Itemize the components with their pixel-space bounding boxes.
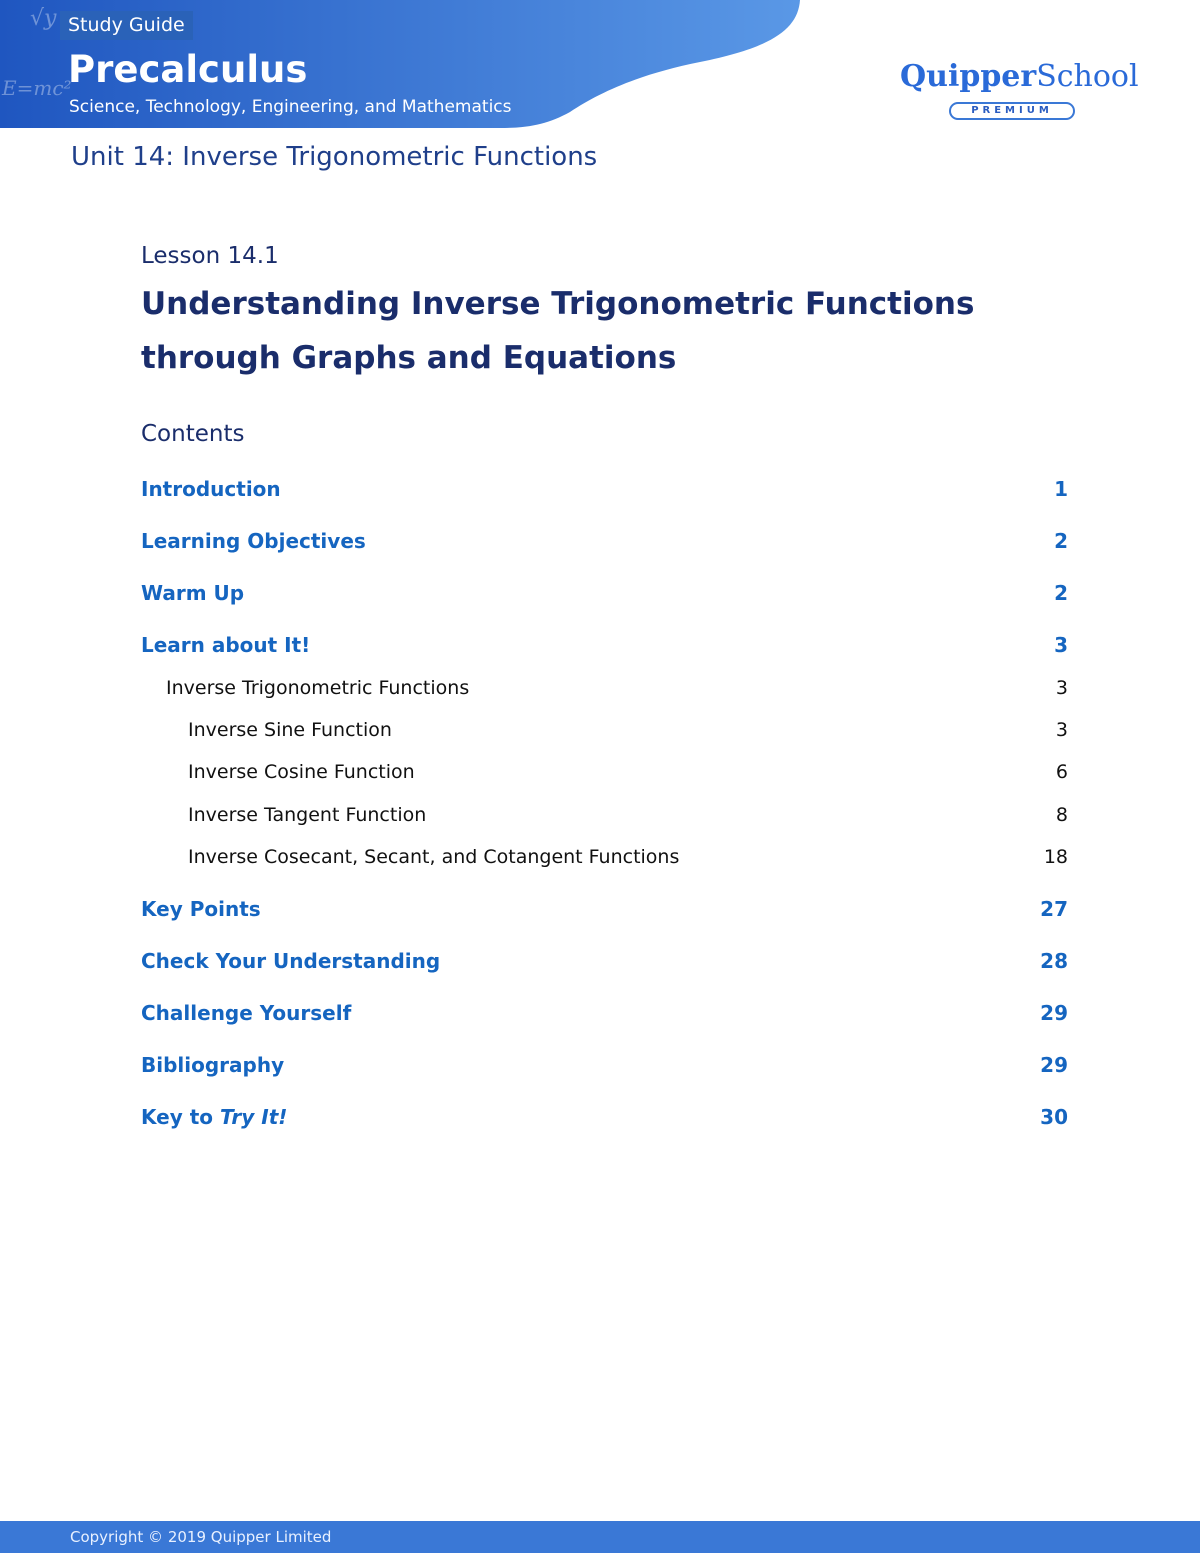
- toc-subitem[interactable]: [141, 673, 1068, 703]
- toc-item-label-emphasis: Try It!: [219, 1105, 288, 1129]
- toc-item-label[interactable]: Introduction: [141, 477, 281, 501]
- lesson-title: [141, 277, 1041, 385]
- toc-item-label[interactable]: Inverse Sine Function: [188, 719, 392, 741]
- toc-item-label[interactable]: Inverse Tangent Function: [188, 804, 427, 826]
- formula-decoration-icon: E=mc²: [2, 76, 72, 100]
- toc-item[interactable]: [141, 1050, 1068, 1080]
- quipper-school-logo: [900, 58, 1139, 124]
- contents-heading: Contents: [141, 421, 245, 447]
- toc-subitem[interactable]: [141, 757, 1068, 787]
- unit-title: Unit 14: Inverse Trigonometric Functions: [71, 142, 598, 172]
- toc-item-label[interactable]: Key Points: [141, 897, 261, 921]
- premium-badge: PREMIUM: [949, 102, 1075, 120]
- toc-item-label-prefix: Key to: [141, 1105, 220, 1129]
- toc-item-page: 2: [1054, 529, 1068, 553]
- toc-subitem[interactable]: [141, 715, 1068, 745]
- toc-item-page: 27: [1040, 897, 1068, 921]
- copyright-text: Copyright © 2019 Quipper Limited: [70, 1528, 332, 1546]
- toc-subitem[interactable]: [141, 800, 1068, 830]
- toc-item-page: 18: [1043, 846, 1068, 868]
- toc-item-label[interactable]: Learning Objectives: [141, 529, 366, 553]
- lesson-title-line-1: Understanding Inverse Trigonometric Functions: [141, 286, 975, 322]
- toc-item-label[interactable]: Inverse Cosecant, Secant, and Cotangent Functions: [188, 846, 680, 868]
- toc-item-page: 30: [1040, 1105, 1068, 1129]
- toc-item-page: 29: [1040, 1001, 1068, 1025]
- toc-item[interactable]: [141, 998, 1068, 1028]
- toc-item-page: 3: [1055, 677, 1068, 699]
- subject-subtitle: Science, Technology, Engineering, and Mathematics: [69, 97, 512, 117]
- lesson-title-line-2: through Graphs and Equations: [141, 340, 677, 376]
- toc-item-label[interactable]: Bibliography: [141, 1053, 285, 1077]
- study-guide-tag: Study Guide: [60, 11, 193, 40]
- toc-item-label[interactable]: Learn about It!: [141, 633, 311, 657]
- toc-item-label[interactable]: Inverse Cosine Function: [188, 761, 415, 783]
- lesson-number: Lesson 14.1: [141, 243, 279, 269]
- toc-item-page: 28: [1040, 949, 1068, 973]
- toc-item[interactable]: [141, 578, 1068, 608]
- toc-item-label[interactable]: Check Your Understanding: [141, 949, 441, 973]
- logo-word-bold: Quipper: [900, 59, 1037, 94]
- toc-subitem[interactable]: [141, 842, 1068, 872]
- toc-item[interactable]: [141, 946, 1068, 976]
- toc-item[interactable]: [141, 630, 1068, 660]
- toc-item-label[interactable]: Warm Up: [141, 581, 245, 605]
- toc-item-page: 3: [1054, 633, 1068, 657]
- toc-item[interactable]: [141, 526, 1068, 556]
- toc-item[interactable]: [141, 894, 1068, 924]
- toc-item-page: 8: [1055, 804, 1068, 826]
- footer-bar: [0, 1521, 1200, 1553]
- toc-item-label[interactable]: [141, 1102, 287, 1132]
- logo-word-regular: School: [1036, 59, 1139, 94]
- toc-item-label[interactable]: Challenge Yourself: [141, 1001, 352, 1025]
- toc-item-page: 2: [1054, 581, 1068, 605]
- toc-item-page: 6: [1055, 761, 1068, 783]
- toc-item-page: 29: [1040, 1053, 1068, 1077]
- toc-item[interactable]: [141, 1102, 1068, 1132]
- toc-item-page: 1: [1054, 477, 1068, 501]
- formula-decoration-icon: √y: [30, 6, 57, 31]
- subject-title: Precalculus: [68, 48, 308, 91]
- toc-item-label[interactable]: Inverse Trigonometric Functions: [166, 677, 470, 699]
- toc-item-page: 3: [1055, 719, 1068, 741]
- logo-wordmark: [900, 58, 1139, 96]
- toc-item[interactable]: [141, 474, 1068, 504]
